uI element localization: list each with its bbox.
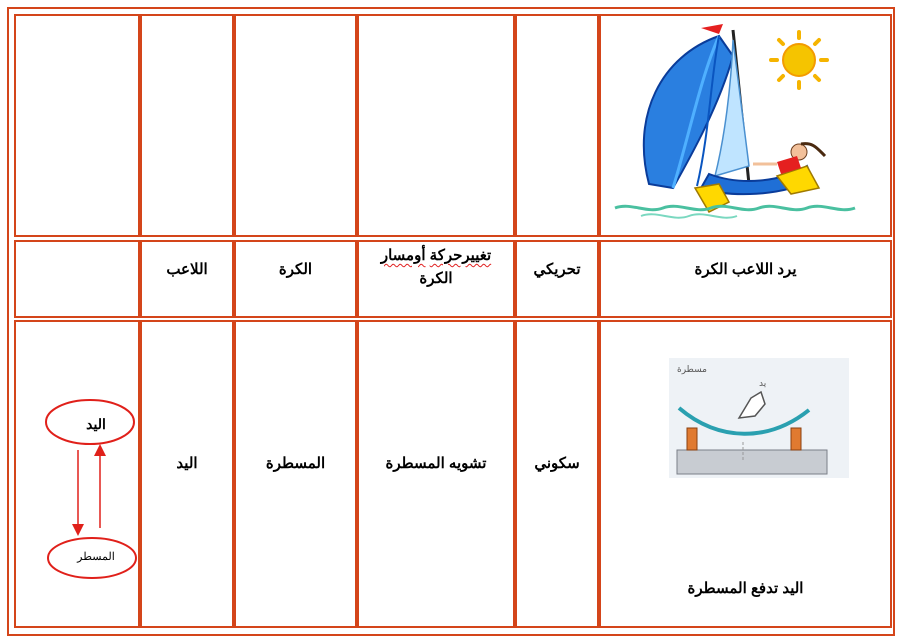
value-deform-ruler: تشويه المسطرة [385, 455, 487, 472]
value-hand: اليد [176, 455, 198, 472]
cell-r3-c5 [140, 320, 234, 628]
label-ball: الكرة [278, 261, 313, 278]
label-change-motion-word1: تغييرحركة [429, 247, 492, 264]
label-change-motion [359, 246, 513, 266]
node-hand-label: اليد [86, 416, 106, 432]
cell-r1-c3 [357, 14, 515, 237]
label-player: اللاعب [166, 261, 208, 278]
hand-tag: يد [759, 379, 767, 389]
cell-r3-c4 [234, 320, 357, 628]
label-change-motion-line2: الكرة [419, 270, 453, 287]
label-change-motion-word2: أومسار [380, 247, 426, 264]
cell-r2-c2 [515, 240, 599, 318]
cell-r3-c6 [14, 320, 140, 628]
cell-r1-c4 [234, 14, 357, 237]
cell-r1-c2 [515, 14, 599, 237]
sailboat-illustration [601, 16, 894, 239]
cell-r1-c6 [14, 14, 140, 237]
interaction-diagram [16, 322, 142, 630]
cell-r2-c5 [140, 240, 234, 318]
cell-r3-c1 [599, 320, 892, 628]
caption-hand-pushes-ruler: اليد تدفع المسطرة [687, 580, 804, 597]
ruler-illustration [669, 358, 849, 478]
cell-r2-c4 [234, 240, 357, 318]
cell-r2-c1 [599, 240, 892, 318]
cell-r3-c3 [357, 320, 515, 628]
ruler-tag: مسطرة [677, 365, 707, 375]
node-ruler-label: المسطر [77, 551, 115, 563]
value-static: سكوني [534, 455, 580, 472]
cell-r1-c1 [599, 14, 892, 237]
label-dynamic: تحريكي [533, 261, 581, 278]
sun-icon [771, 32, 827, 88]
cell-r2-c6 [14, 240, 140, 318]
value-ruler: المسطرة [265, 455, 326, 472]
label-player-returns-ball: يرد اللاعب الكرة [694, 261, 797, 278]
cell-r2-c3 [357, 240, 515, 318]
cell-r1-c5 [140, 14, 234, 237]
cell-r3-c2 [515, 320, 599, 628]
